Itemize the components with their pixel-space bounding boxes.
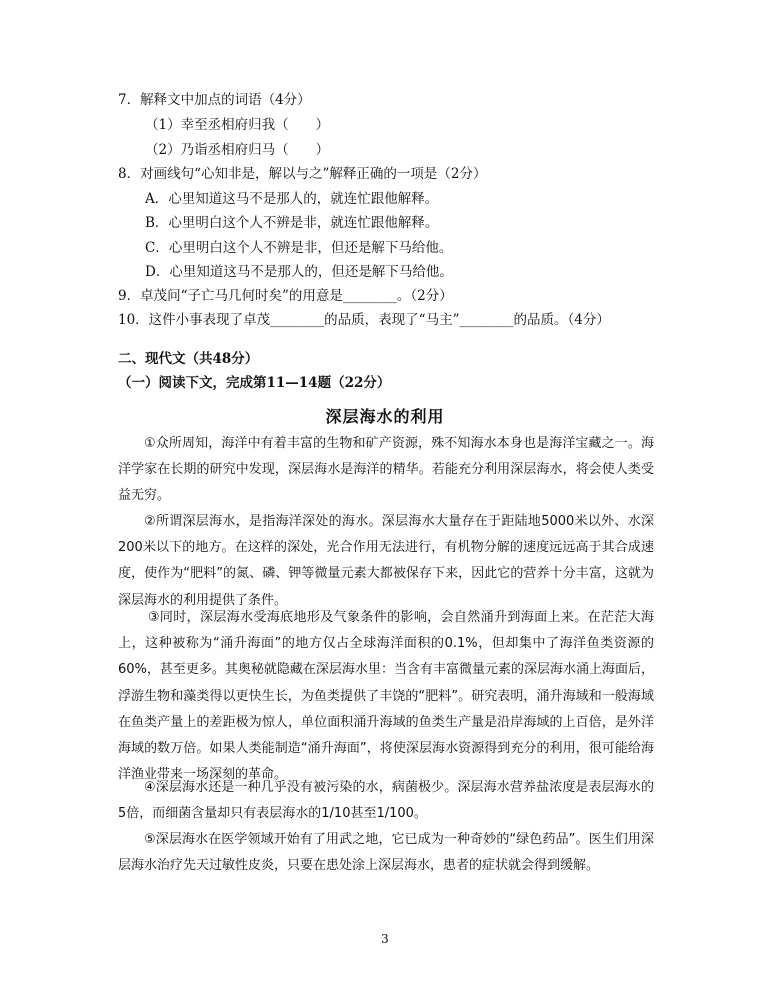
- question-9: 9．卓茂问“子亡马几何时矣”的用意是________。（2分）: [118, 288, 453, 304]
- article-paragraph-2: ②所谓深层海水，是指海洋深处的海水。深层海水大量存在于距陆地5000米以外、水深200米以下的地方。在这样的深处，光合作用无法进行，有机物分解的速度远远高于其合成速度，使作为“肥料”的氮、磷、钾等微量元素大都被保存下来，因此它的营养十分丰富，这就为深层海水的利用提供了条件。: [118, 514, 654, 608]
- article-title: 深层海水的利用: [325, 407, 445, 426]
- question-7-item-2: （2）乃诣丞相府归马（ ）: [145, 142, 330, 158]
- article-paragraph-4: ④深层海水还是一种几乎没有被污染的水，病菌极少。深层海水营养盐浓度是表层海水的5倍，而细菌含量却只有表层海水的1/10甚至1/100。: [118, 780, 654, 822]
- section-subheading: （一）阅读下文，完成第11—14题（22分）: [118, 375, 391, 391]
- question-8-option-a: A．心里知道这马不是那人的，就连忙跟他解释。: [145, 191, 439, 207]
- page-number: 3: [381, 932, 389, 946]
- article-paragraph-1: ①众所周知，海洋中有着丰富的生物和矿产资源，殊不知海水本身也是海洋宝藏之一。海洋学家在长期的研究中发现，深层海水是海洋的精华。若能充分利用深层海水，将会使人类受益无穷。: [118, 436, 654, 504]
- article-paragraph-3: ③同时，深层海水受海底地形及气象条件的影响，会自然涌升到海面上来。在茫茫大海上，这种被称为“涌升海面”的地方仅占全球海洋面积的0.1%，但却集中了海洋鱼类资源的60%，甚至更多。其奥秘就隐藏在深层海水里：当含有丰富微量元素的深层海水涌上海面后，浮游生物和藻类得以更快生长，为鱼类提供了丰饶的“肥料”。研究表明，涌升海域和一般海域在鱼类产量上的差距极为惊人，单位面积涌升海域的鱼类生产量是沿岸海域的上百倍，是外洋海域的数万倍。如果人类能制造“涌升海面”，将使深层海水资源得到充分的利用，很可能给海洋渔业带来一场深刻的革命。: [118, 610, 654, 783]
- question-8-option-d: D．心里知道这马不是那人的，但还是解下马给他。: [145, 264, 453, 280]
- question-8-option-c: C．心里明白这个人不辨是非，但还是解下马给他。: [145, 240, 453, 256]
- section-heading: 二、现代文（共48分）: [118, 351, 259, 367]
- article-paragraph-5: ⑤深层海水在医学领域开始有了用武之地，它已成为一种奇妙的“绿色药品”。医生们用深层海水治疗先天过敏性皮炎，只要在患处涂上深层海水，患者的症状就会得到缓解。: [118, 832, 654, 874]
- question-10: 10．这件小事表现了卓茂________的品质，表现了“马主”________的品质。（4分）: [118, 312, 610, 328]
- question-7-item-1: （1）幸至丞相府归我（ ）: [145, 117, 330, 133]
- question-8: 8．对画线句“心知非是，解以与之”解释正确的一项是（2分）: [118, 166, 487, 182]
- question-8-option-b: B．心里明白这个人不辨是非，就连忙跟他解释。: [145, 215, 439, 231]
- question-7: 7．解释文中加点的词语（4分）: [118, 92, 311, 108]
